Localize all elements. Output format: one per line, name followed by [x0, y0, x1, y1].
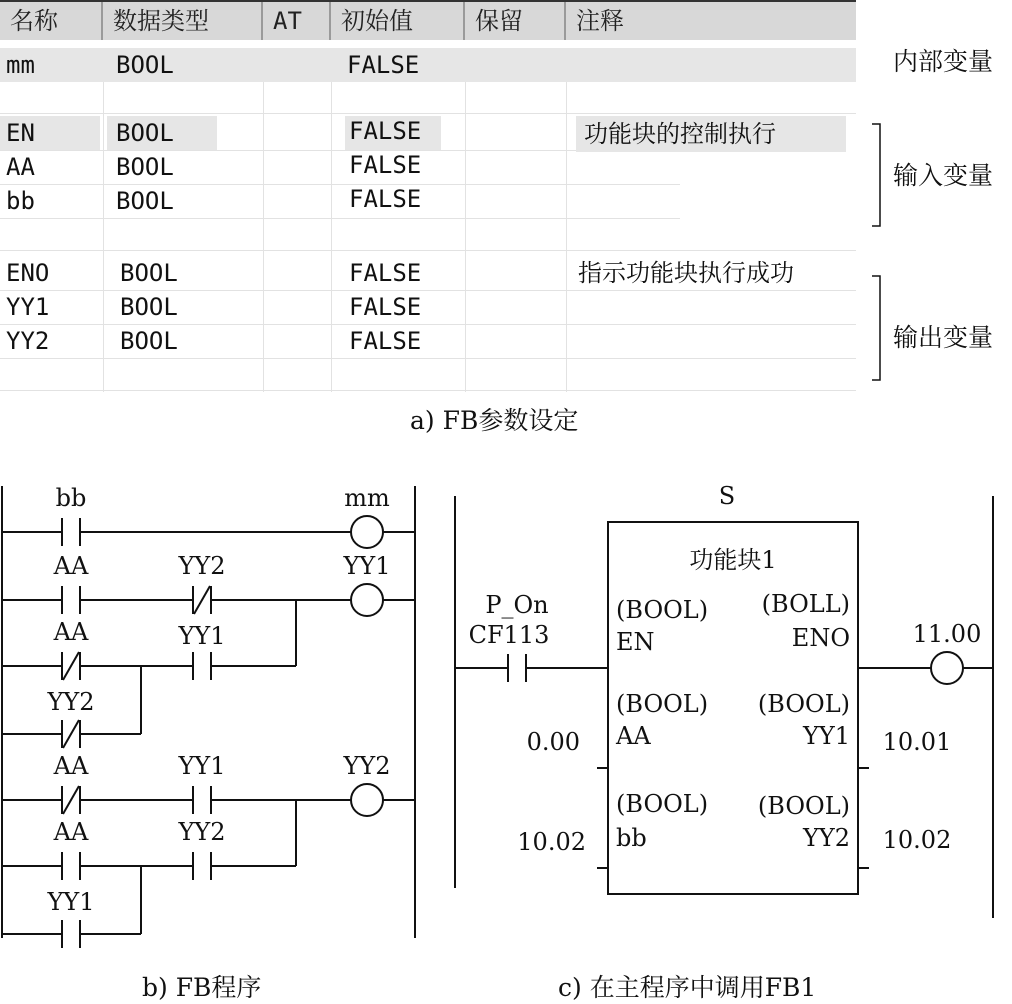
contact-label: AA	[53, 752, 89, 780]
output-row-type: BOOL	[120, 293, 178, 321]
input-row-init: FALSE	[349, 185, 422, 213]
output-row-type: BOOL	[120, 259, 178, 287]
input-row-type: BOOL	[116, 153, 174, 181]
col-header-at: AT	[263, 2, 331, 40]
pin-name: EN	[616, 628, 655, 656]
group-brackets	[860, 110, 890, 390]
col-header-name: 名称	[0, 2, 103, 40]
fb-ladder-program	[0, 470, 430, 950]
output-address: 10.01	[882, 728, 952, 756]
block-type-label: S	[718, 482, 736, 510]
contact-label: bb	[55, 484, 87, 512]
internal-row-init: FALSE	[347, 51, 420, 79]
output-row-init: FALSE	[349, 327, 422, 355]
output-row-name: YY1	[6, 293, 50, 321]
main-program-fb-call	[440, 470, 1012, 950]
output-address: 11.00	[912, 620, 982, 648]
contact-label: YY2	[47, 688, 95, 716]
input-row-type: BOOL	[116, 119, 174, 147]
internal-row-name: mm	[6, 51, 35, 79]
input-row-name: EN	[6, 119, 35, 147]
output-row-comment: 指示功能块执行成功	[578, 259, 794, 287]
col-header-retain: 保留	[465, 2, 566, 40]
block-title: 功能块1	[689, 546, 777, 574]
caption-a: a) FB参数设定	[410, 406, 579, 435]
col-header-comment: 注释	[566, 2, 856, 40]
pin-type: (BOOL)	[757, 792, 850, 820]
input-row-comment: 功能块的控制执行	[584, 120, 776, 148]
input-row-name: bb	[6, 187, 35, 215]
input-address: 10.02	[517, 828, 586, 856]
group-label-inputs: 输入变量	[893, 161, 994, 190]
pin-name: YY2	[803, 824, 850, 852]
internal-row-type: BOOL	[116, 51, 174, 79]
input-row-type: BOOL	[116, 187, 174, 215]
coil-label: YY2	[343, 752, 391, 780]
input-address: 0.00	[526, 728, 580, 756]
coil-label: mm	[344, 484, 390, 512]
output-address: 10.02	[882, 826, 952, 854]
contact-label: P_On	[485, 591, 549, 619]
pin-type: (BOOL)	[616, 790, 709, 818]
contact-label: YY2	[178, 552, 226, 580]
input-row-init: FALSE	[349, 151, 422, 179]
pin-type: (BOOL)	[616, 596, 709, 624]
group-label-outputs: 输出变量	[893, 323, 994, 352]
caption-c: c) 在主程序中调用FB1	[558, 973, 817, 1002]
output-row-type: BOOL	[120, 327, 178, 355]
pin-type: (BOLL)	[761, 590, 850, 618]
pin-type: (BOOL)	[757, 690, 850, 718]
contact-label: AA	[53, 552, 89, 580]
pin-name: ENO	[791, 624, 850, 652]
contact-label: YY1	[178, 752, 226, 780]
pin-name: bb	[616, 824, 647, 852]
contact-label: YY1	[47, 888, 95, 916]
caption-b: b) FB程序	[142, 973, 262, 1002]
output-row-init: FALSE	[349, 259, 422, 287]
contact-label: AA	[53, 818, 89, 846]
contact-label: AA	[53, 618, 89, 646]
pin-name: AA	[616, 722, 651, 750]
contact-label: YY1	[178, 622, 226, 650]
pin-type: (BOOL)	[616, 690, 709, 718]
contact-label: CF113	[468, 621, 550, 649]
output-row-name: ENO	[6, 259, 50, 287]
col-header-init: 初始值	[331, 2, 465, 40]
pin-name: YY1	[803, 722, 850, 750]
contact-label: YY2	[178, 818, 226, 846]
coil-label: YY1	[343, 552, 391, 580]
output-row-name: YY2	[6, 327, 50, 355]
group-label-internal: 内部变量	[893, 47, 994, 76]
col-header-type: 数据类型	[103, 2, 263, 40]
input-row-init: FALSE	[349, 117, 422, 145]
input-row-name: AA	[6, 153, 35, 181]
output-row-init: FALSE	[349, 293, 422, 321]
